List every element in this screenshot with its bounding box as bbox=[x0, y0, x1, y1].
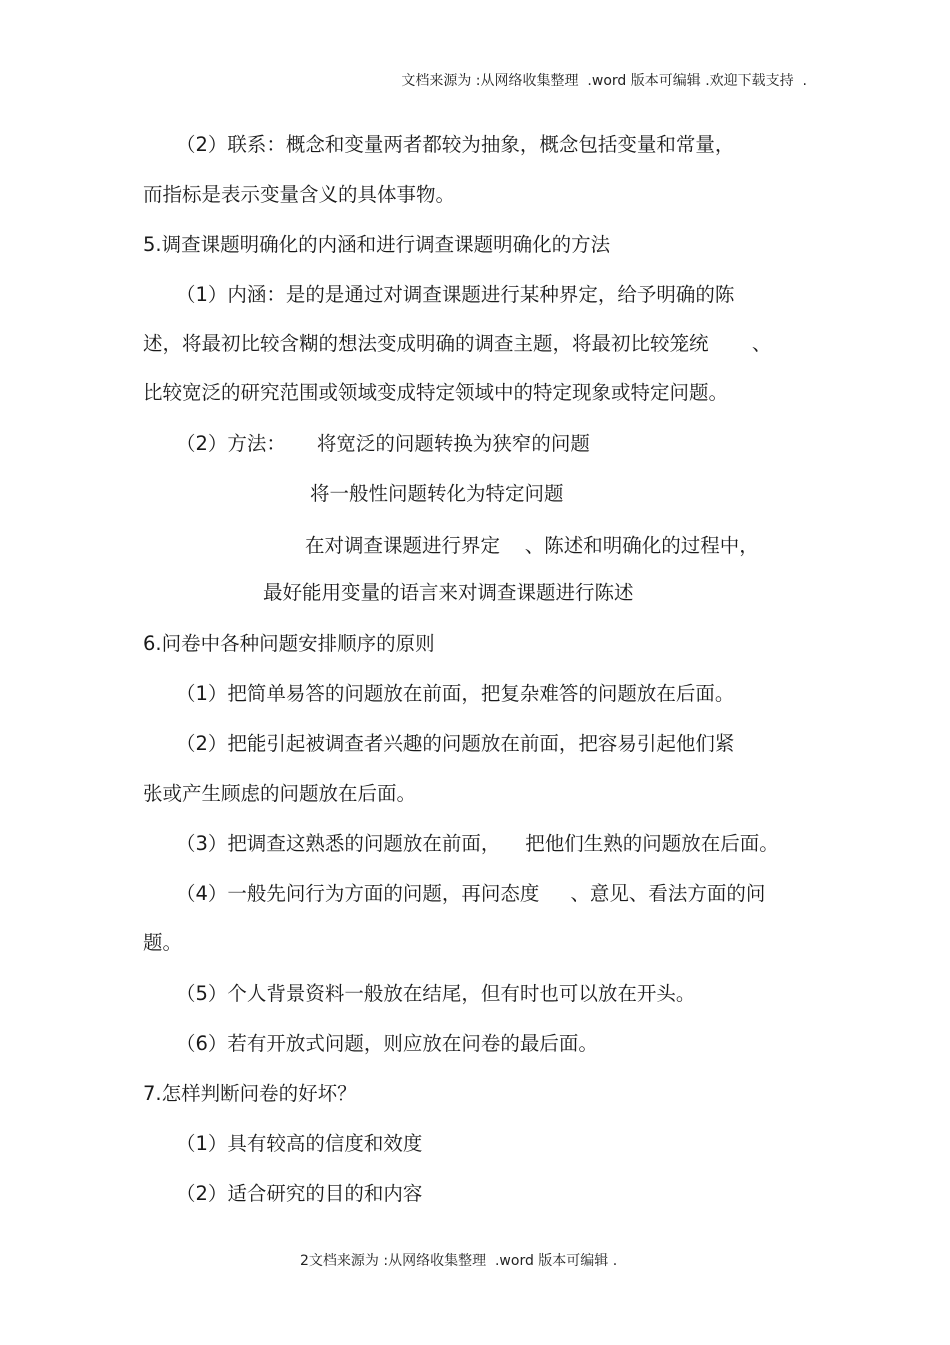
text-line: 在对调查课题进行界定 、陈述和明确化的过程中， bbox=[305, 534, 759, 557]
page-header: 文档来源为 :从网络收集整理 .word 版本可编辑 .欢迎下载支持 . bbox=[401, 73, 807, 89]
text-line: （1）内涵：是的是通过对调查课题进行某种界定，给予明确的陈 bbox=[176, 283, 735, 306]
text-line: （1）把简单易答的问题放在前面，把复杂难答的问题放在后面。 bbox=[176, 682, 735, 705]
section-heading: 7.怎样判断问卷的好坏？ bbox=[143, 1082, 357, 1105]
text-line: （1）具有较高的信度和效度 bbox=[176, 1132, 423, 1155]
text-line: 而指标是表示变量含义的具体事物。 bbox=[143, 183, 456, 206]
text-line: 将一般性问题转化为特定问题 bbox=[310, 482, 564, 505]
text-line: 比较宽泛的研究范围或领域变成特定领域中的特定现象或特定问题。 bbox=[143, 381, 729, 404]
text-line: （2）适合研究的目的和内容 bbox=[176, 1182, 423, 1205]
text-line: （2）联系：概念和变量两者都较为抽象，概念包括变量和常量， bbox=[176, 133, 735, 156]
text-line: 最好能用变量的语言来对调查课题进行陈述 bbox=[263, 581, 634, 604]
text-line: （2）把能引起被调查者兴趣的问题放在前面，把容易引起他们紧 bbox=[176, 732, 735, 755]
section-heading: 5.调查课题明确化的内涵和进行调查课题明确化的方法 bbox=[143, 233, 611, 256]
text-line: （3）把调查这熟悉的问题放在前面， 把他们生熟的问题放在后面。 bbox=[176, 832, 779, 855]
text-line: （2）方法： 将宽泛的问题转换为狭窄的问题 bbox=[176, 432, 590, 455]
text-line: （4）一般先问行为方面的问题，再问态度 、意见、看法方面的问 bbox=[176, 882, 766, 905]
text-line: （6）若有开放式问题，则应放在问卷的最后面。 bbox=[176, 1032, 598, 1055]
text-line: （5）个人背景资料一般放在结尾，但有时也可以放在开头。 bbox=[176, 982, 696, 1005]
text-line: 题。 bbox=[143, 931, 183, 954]
section-heading: 6.问卷中各种问题安排顺序的原则 bbox=[143, 632, 435, 655]
text-line: 张或产生顾虑的问题放在后面。 bbox=[143, 782, 417, 805]
text-line: 述，将最初比较含糊的想法变成明确的调查主题，将最初比较笼统 、 bbox=[143, 332, 772, 355]
page-footer: 2文档来源为 :从网络收集整理 .word 版本可编辑 . bbox=[300, 1253, 618, 1269]
